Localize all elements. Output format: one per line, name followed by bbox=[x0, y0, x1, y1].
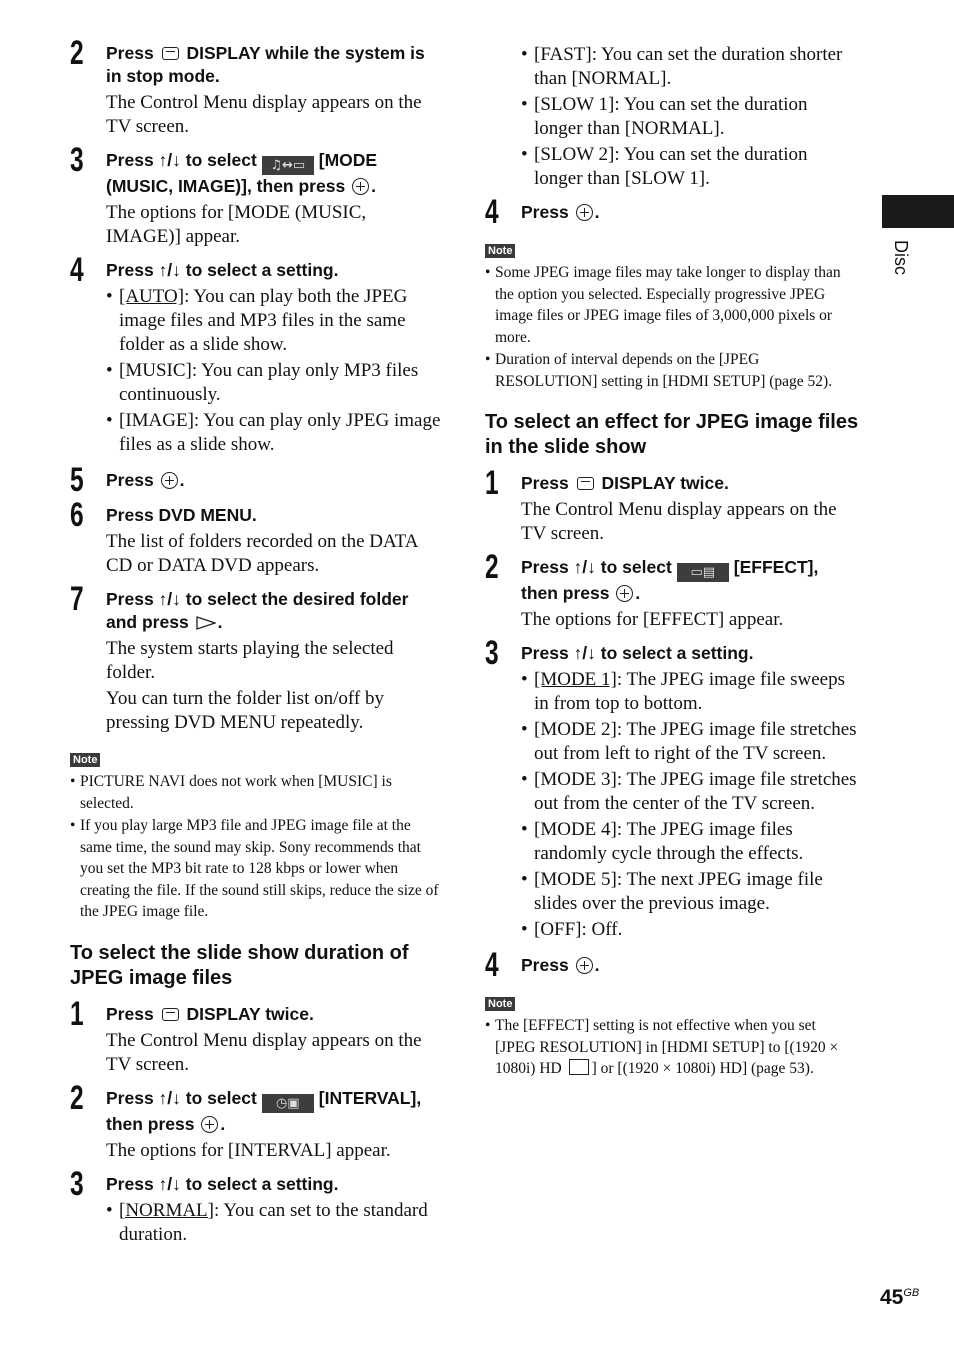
section-title: To select an effect for JPEG image files in the slide show bbox=[485, 411, 859, 458]
step-7 bbox=[70, 582, 442, 737]
step-heading: Press DVD MENU. bbox=[106, 505, 257, 525]
display-button-icon bbox=[162, 1008, 179, 1021]
step-number: 3 bbox=[70, 141, 84, 179]
note-item: • Duration of interval depends on the [JPEG RESOLUTION] setting in [HDMI SETUP] (page 52). bbox=[485, 349, 860, 392]
step-1 bbox=[70, 994, 442, 1079]
list-item: • [IMAGE]: You can play only JPEG image files as a slide show. bbox=[106, 409, 442, 457]
note-item: • If you play large MP3 file and JPEG image file at the same time, the sound may skip. Sony recommends that you set the MP3 bit rate to 128 kbps or lower when creating the file. If the sound still skips, reduce the size of the JPEG image file. bbox=[70, 815, 442, 923]
step-4 bbox=[485, 193, 860, 231]
step-text: The options for [EFFECT] appear. bbox=[521, 609, 784, 630]
music-image-mode-icon: ♫↔▭ bbox=[262, 156, 314, 175]
step-number: 1 bbox=[70, 994, 84, 1033]
enter-button-icon bbox=[161, 472, 178, 489]
right-column bbox=[485, 36, 860, 1081]
list-item: • [MODE 2]: The JPEG image file stretches out from left to right of the TV screen. bbox=[521, 718, 860, 766]
step-number: 3 bbox=[70, 1164, 84, 1203]
note-list bbox=[485, 1015, 860, 1080]
section-title: To select the slide show duration of JPEG image files bbox=[70, 941, 409, 989]
list-item: • [OFF]: Off. bbox=[521, 918, 860, 942]
left-column bbox=[70, 36, 442, 1253]
display-button-icon bbox=[577, 477, 594, 490]
list-item: • [MODE 3]: The JPEG image file stretches out from the center of the TV screen. bbox=[521, 768, 860, 816]
note-list bbox=[485, 262, 860, 392]
play-arrow-icon bbox=[196, 616, 216, 630]
step-number: 5 bbox=[70, 461, 84, 499]
list-item: • [AUTO]: You can play both the JPEG image files and MP3 files in the same folder as a slide show. bbox=[106, 285, 442, 357]
step-text: The options for [INTERVAL] appear. bbox=[106, 1139, 391, 1161]
step-heading: Press ↑/↓ to select a setting. bbox=[106, 1173, 339, 1194]
option-list bbox=[106, 1199, 442, 1247]
step-2 bbox=[70, 36, 442, 141]
page-number: $45^{GB}$ bbox=[880, 1286, 920, 1309]
step-number: 3 bbox=[485, 634, 499, 672]
step-heading: Press ↑/↓ to select a setting. bbox=[521, 643, 754, 663]
step-heading: Press . bbox=[521, 202, 600, 222]
step-number: 4 bbox=[485, 193, 499, 231]
step-heading: Press ↑/↓ to select the desired folder and press . bbox=[106, 589, 409, 632]
enter-button-icon bbox=[576, 204, 593, 221]
step-6 bbox=[70, 498, 442, 580]
step-heading: Press ↑/↓ to select ◷▣ [INTERVAL], then press . bbox=[106, 1087, 422, 1134]
step-heading: Press . bbox=[521, 955, 600, 975]
list-item: • [MODE 1]: The JPEG image file sweeps in from top to bottom. bbox=[521, 668, 860, 716]
list-item: • [SLOW 2]: You can set the duration longer than [SLOW 1]. bbox=[521, 143, 860, 191]
display-button-icon bbox=[162, 47, 179, 60]
list-item: • [FAST]: You can set the duration shorter than [NORMAL]. bbox=[521, 43, 860, 91]
step-2 bbox=[485, 550, 860, 634]
list-item: • [MODE 4]: The JPEG image files randomly cycle through the effects. bbox=[521, 818, 860, 866]
note-list bbox=[70, 771, 442, 923]
wide-screen-icon bbox=[569, 1059, 589, 1075]
effect-setting-icon: ▭▤ bbox=[677, 563, 729, 582]
list-item: • [SLOW 1]: You can set the duration longer than [NORMAL]. bbox=[521, 93, 860, 141]
step-3 bbox=[70, 1164, 442, 1251]
step-text: The options for [MODE (MUSIC, IMAGE)] appear. bbox=[106, 202, 367, 247]
option-list bbox=[521, 668, 860, 942]
step-1 bbox=[485, 466, 860, 548]
step-text: The Control Menu display appears on the TV screen. bbox=[521, 499, 837, 544]
step-text: You can turn the folder list on/off by pressing DVD MENU repeatedly. bbox=[106, 688, 384, 733]
note-label: Note bbox=[485, 244, 515, 258]
list-item: • [NORMAL]: You can set to the standard duration. bbox=[106, 1199, 442, 1247]
step-4 bbox=[70, 253, 442, 461]
note-item: • The [EFFECT] setting is not effective when you set [JPEG RESOLUTION] in [HDMI SETUP] to [(1920 × 1080i) HD ] or [(1920 × 1080i) HD] (page 53). bbox=[485, 1015, 860, 1080]
step-5 bbox=[70, 461, 442, 499]
step-text: The Control Menu display appears on the TV screen. bbox=[106, 1029, 422, 1075]
step-number: 6 bbox=[70, 496, 84, 534]
section-tab-label: Disc bbox=[891, 240, 911, 275]
step-heading: Press DISPLAY twice. bbox=[106, 1003, 314, 1024]
interval-setting-icon: ◷▣ bbox=[262, 1094, 314, 1113]
page-suffix: GB bbox=[903, 1287, 920, 1299]
note-item: • Some JPEG image files may take longer to display than the option you selected. Especially progressive JPEG image files or JPEG image files of 3,000,000 pixels or more. bbox=[485, 262, 860, 348]
note-label: Note bbox=[70, 753, 100, 767]
step-3 bbox=[70, 143, 442, 251]
enter-button-icon bbox=[352, 178, 369, 195]
continued-options bbox=[485, 43, 860, 191]
list-item: • [MODE 5]: The next JPEG image file slides over the previous image. bbox=[521, 868, 860, 916]
step-number: 2 bbox=[485, 548, 499, 586]
step-heading: Press DISPLAY while the system is in stop mode. bbox=[106, 43, 425, 86]
enter-button-icon bbox=[576, 957, 593, 974]
step-heading: Press . bbox=[106, 470, 185, 490]
list-item: • [MUSIC]: You can play only MP3 files continuously. bbox=[106, 359, 442, 407]
step-4 bbox=[485, 946, 860, 984]
step-heading: Press ↑/↓ to select ▭▤ [EFFECT], then press . bbox=[521, 557, 819, 603]
step-text: The system starts playing the selected folder. bbox=[106, 638, 394, 683]
step-heading: Press DISPLAY twice. bbox=[521, 473, 729, 493]
section-tab bbox=[882, 195, 954, 228]
step-heading: Press ↑/↓ to select a setting. bbox=[106, 260, 339, 280]
step-number: 2 bbox=[70, 34, 84, 72]
step-text: The list of folders recorded on the DATA CD or DATA DVD appears. bbox=[106, 531, 418, 576]
note-item: • PICTURE NAVI does not work when [MUSIC] is selected. bbox=[70, 771, 442, 814]
step-number: 2 bbox=[70, 1078, 84, 1117]
step-number: 4 bbox=[485, 946, 499, 984]
step-3 bbox=[485, 636, 860, 946]
step-number: 1 bbox=[485, 464, 499, 502]
step-text: The Control Menu display appears on the TV screen. bbox=[106, 92, 422, 137]
note-label: Note bbox=[485, 997, 515, 1011]
option-list bbox=[106, 285, 442, 457]
step-number: 7 bbox=[70, 580, 84, 618]
option-list bbox=[521, 43, 860, 191]
enter-button-icon bbox=[201, 1116, 218, 1133]
step-2 bbox=[70, 1078, 442, 1165]
step-heading: Press ↑/↓ to select ♫↔▭ [MODE (MUSIC, IMAGE)], then press . bbox=[106, 150, 378, 196]
enter-button-icon bbox=[616, 585, 633, 602]
step-number: 4 bbox=[70, 251, 84, 289]
